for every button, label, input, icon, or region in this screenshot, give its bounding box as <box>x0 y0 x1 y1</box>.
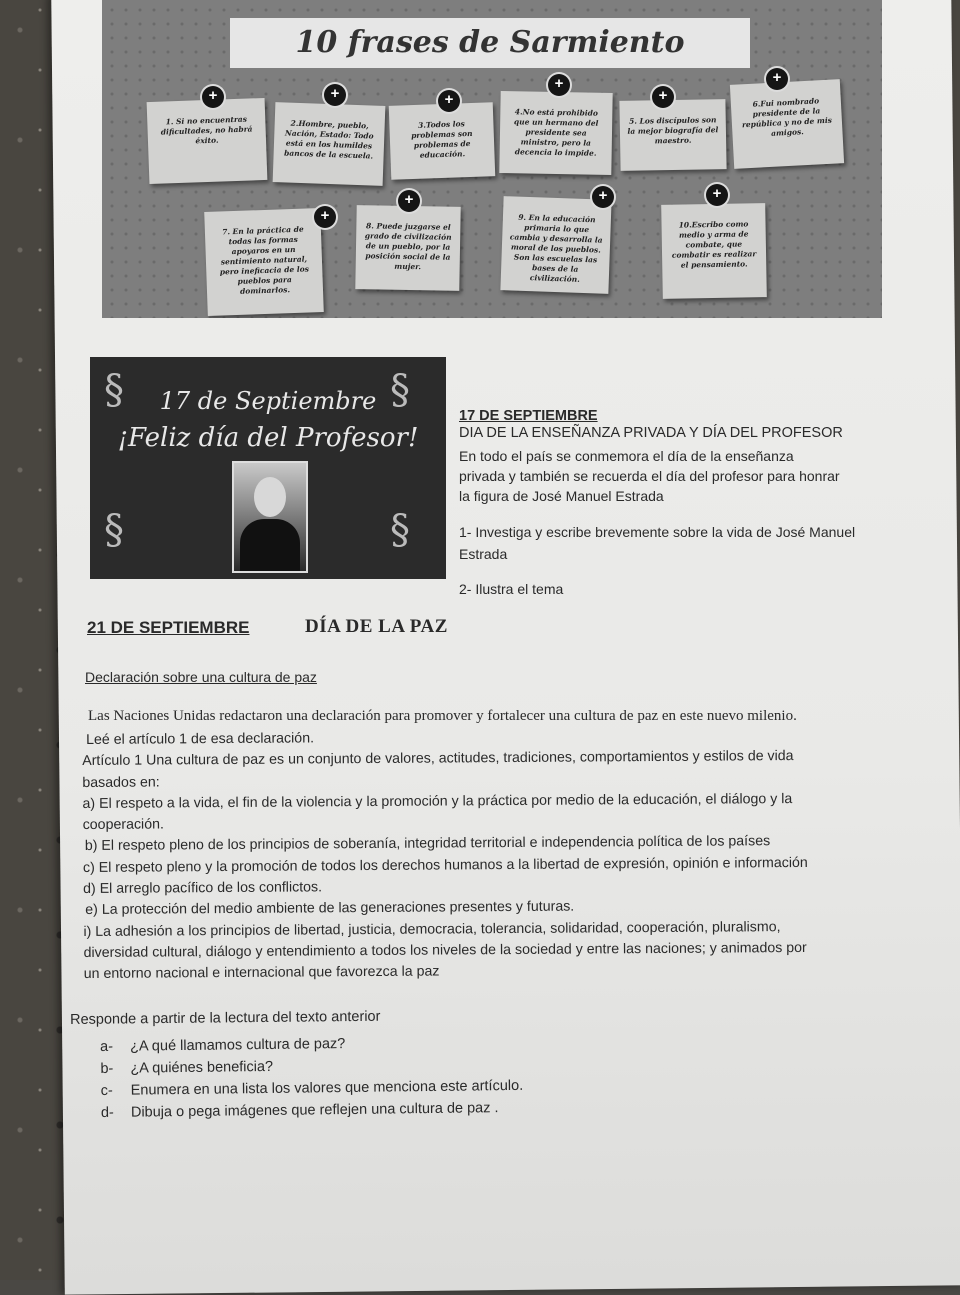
questions-list <box>100 1031 524 1124</box>
feliz-dia-profesor-image <box>90 357 446 579</box>
profesor-subheading: DIA DE LA ENSEÑANZA PRIVADA Y DÍA DEL PROFESOR <box>459 425 843 441</box>
question-d: d- Dibuja o pega imágenes que reflejen una cultura de paz . <box>100 1100 499 1121</box>
pin-icon: + <box>652 86 674 108</box>
pin-icon: + <box>314 206 336 228</box>
pin-icon: + <box>706 184 728 206</box>
note-2: 2.Hombre, pueblo, Nación, Estado: Todo está en los humildes bancos de la escuela. <box>273 102 386 186</box>
image-date-text: 17 de Septiembre <box>159 387 377 415</box>
ornament-icon: § <box>390 367 410 413</box>
question-a: a- ¿A qué llamamos cultura de paz? <box>100 1036 346 1055</box>
task-2: 2- Ilustra el tema <box>459 581 564 597</box>
note-8: 8. Puede juzgarse el grado de civilización de un pueblo, por la posición social de la mujer. <box>355 205 460 291</box>
note-6: 6.Fui nombrado presidente de la república y no de mis amigos. <box>730 79 844 169</box>
pin-icon: + <box>438 90 460 112</box>
ornament-icon: § <box>104 507 124 553</box>
ornament-icon: § <box>104 367 124 413</box>
note-10: 10.Escribo como medio y arma de combate, que combatir es realizar el pensamiento. <box>661 203 767 299</box>
note-7: 7. En la práctica de todas las formas apoyaros en un sentimiento natural, pero ineficacia de los pueblos para dominarlos. <box>204 208 324 316</box>
note-4: 4.No está prohibido que un hermano del presidente sea ministro, pero la decencia lo impide. <box>499 91 612 175</box>
pin-icon: + <box>324 84 346 106</box>
image-greeting-text: ¡Feliz día del Profesor! <box>117 423 419 453</box>
question-c: c- Enumera en una lista los valores que menciona este artículo. <box>100 1077 524 1099</box>
paz-title: DÍA DE LA PAZ <box>305 616 448 637</box>
board-title: 10 frases de Sarmiento <box>230 18 750 68</box>
ornament-icon: § <box>390 507 410 553</box>
paz-intro: Las Naciones Unidas redactaron una declaración para promover y fortalecer una cultura de paz en este nuevo milenio. <box>88 708 797 724</box>
profesor-heading: 17 DE SEPTIEMBRE <box>459 408 598 424</box>
paz-date: 21 DE SEPTIEMBRE <box>87 618 250 637</box>
question-b: b- ¿A quiénes beneficia? <box>100 1058 274 1077</box>
note-5: 5. Los discípulos son la mejor biografía del maestro. <box>619 99 726 171</box>
note-1: 1. Si no encuentras dificultades, no habrá éxito. <box>147 98 268 184</box>
task-1: 1- Investiga y escribe brevemente sobre la vida de José Manuel Estrada <box>459 524 856 562</box>
estrada-portrait <box>232 461 308 573</box>
articulo-1: Leé el artículo 1 de esa declaración. Artículo 1 Una cultura de paz es un conjunto de valores, actitudes, tradiciones, comportamientos y estilos de vida basados en: a) El respeto a la vida, el fin de la violencia y la promoción y la práctica por medio de la educación, el diálogo y la cooperación. b) El respeto pleno de los principios de soberanía, integridad territorial e independencia política de los países c) El respeto pleno y la promoción de todos los derechos humanos a la libertad de expresión, opinión e información d) El arreglo pacífico de los conflictos. e) La protección del medio ambiente de las generaciones presentes y futuras. i) La adhesión a los principios de libertad, justicia, democracia, tolerancia, solidaridad, cooperación, pluralismo, diversidad cultural, diálogo y entendimiento a todos los niveles de la sociedad y entre las naciones; y animados por un entorno nacional e internacional que favorezca la paz <box>82 730 808 983</box>
pin-icon: + <box>592 186 614 208</box>
pin-icon: + <box>398 190 420 212</box>
sarmiento-board <box>102 0 882 318</box>
pin-icon: + <box>766 68 788 90</box>
pin-icon: + <box>202 86 224 108</box>
note-3: 3.Todos los problemas son problemas de educación. <box>389 102 496 180</box>
pin-icon: + <box>548 74 570 96</box>
responde-instruction: Responde a partir de la lectura del texto anterior <box>70 1008 381 1028</box>
profesor-body: En todo el país se conmemora el día de la enseñanza privada y también se recuerda el día del profesor para honrar la figura de José Manuel Estrada <box>459 448 840 504</box>
note-9: 9. En la educación primaria lo que cambia y desarrolla la moral de los pueblos. Son las escuelas las bases de la civilización. <box>500 196 611 294</box>
declaracion-title: Declaración sobre una cultura de paz <box>85 669 317 685</box>
